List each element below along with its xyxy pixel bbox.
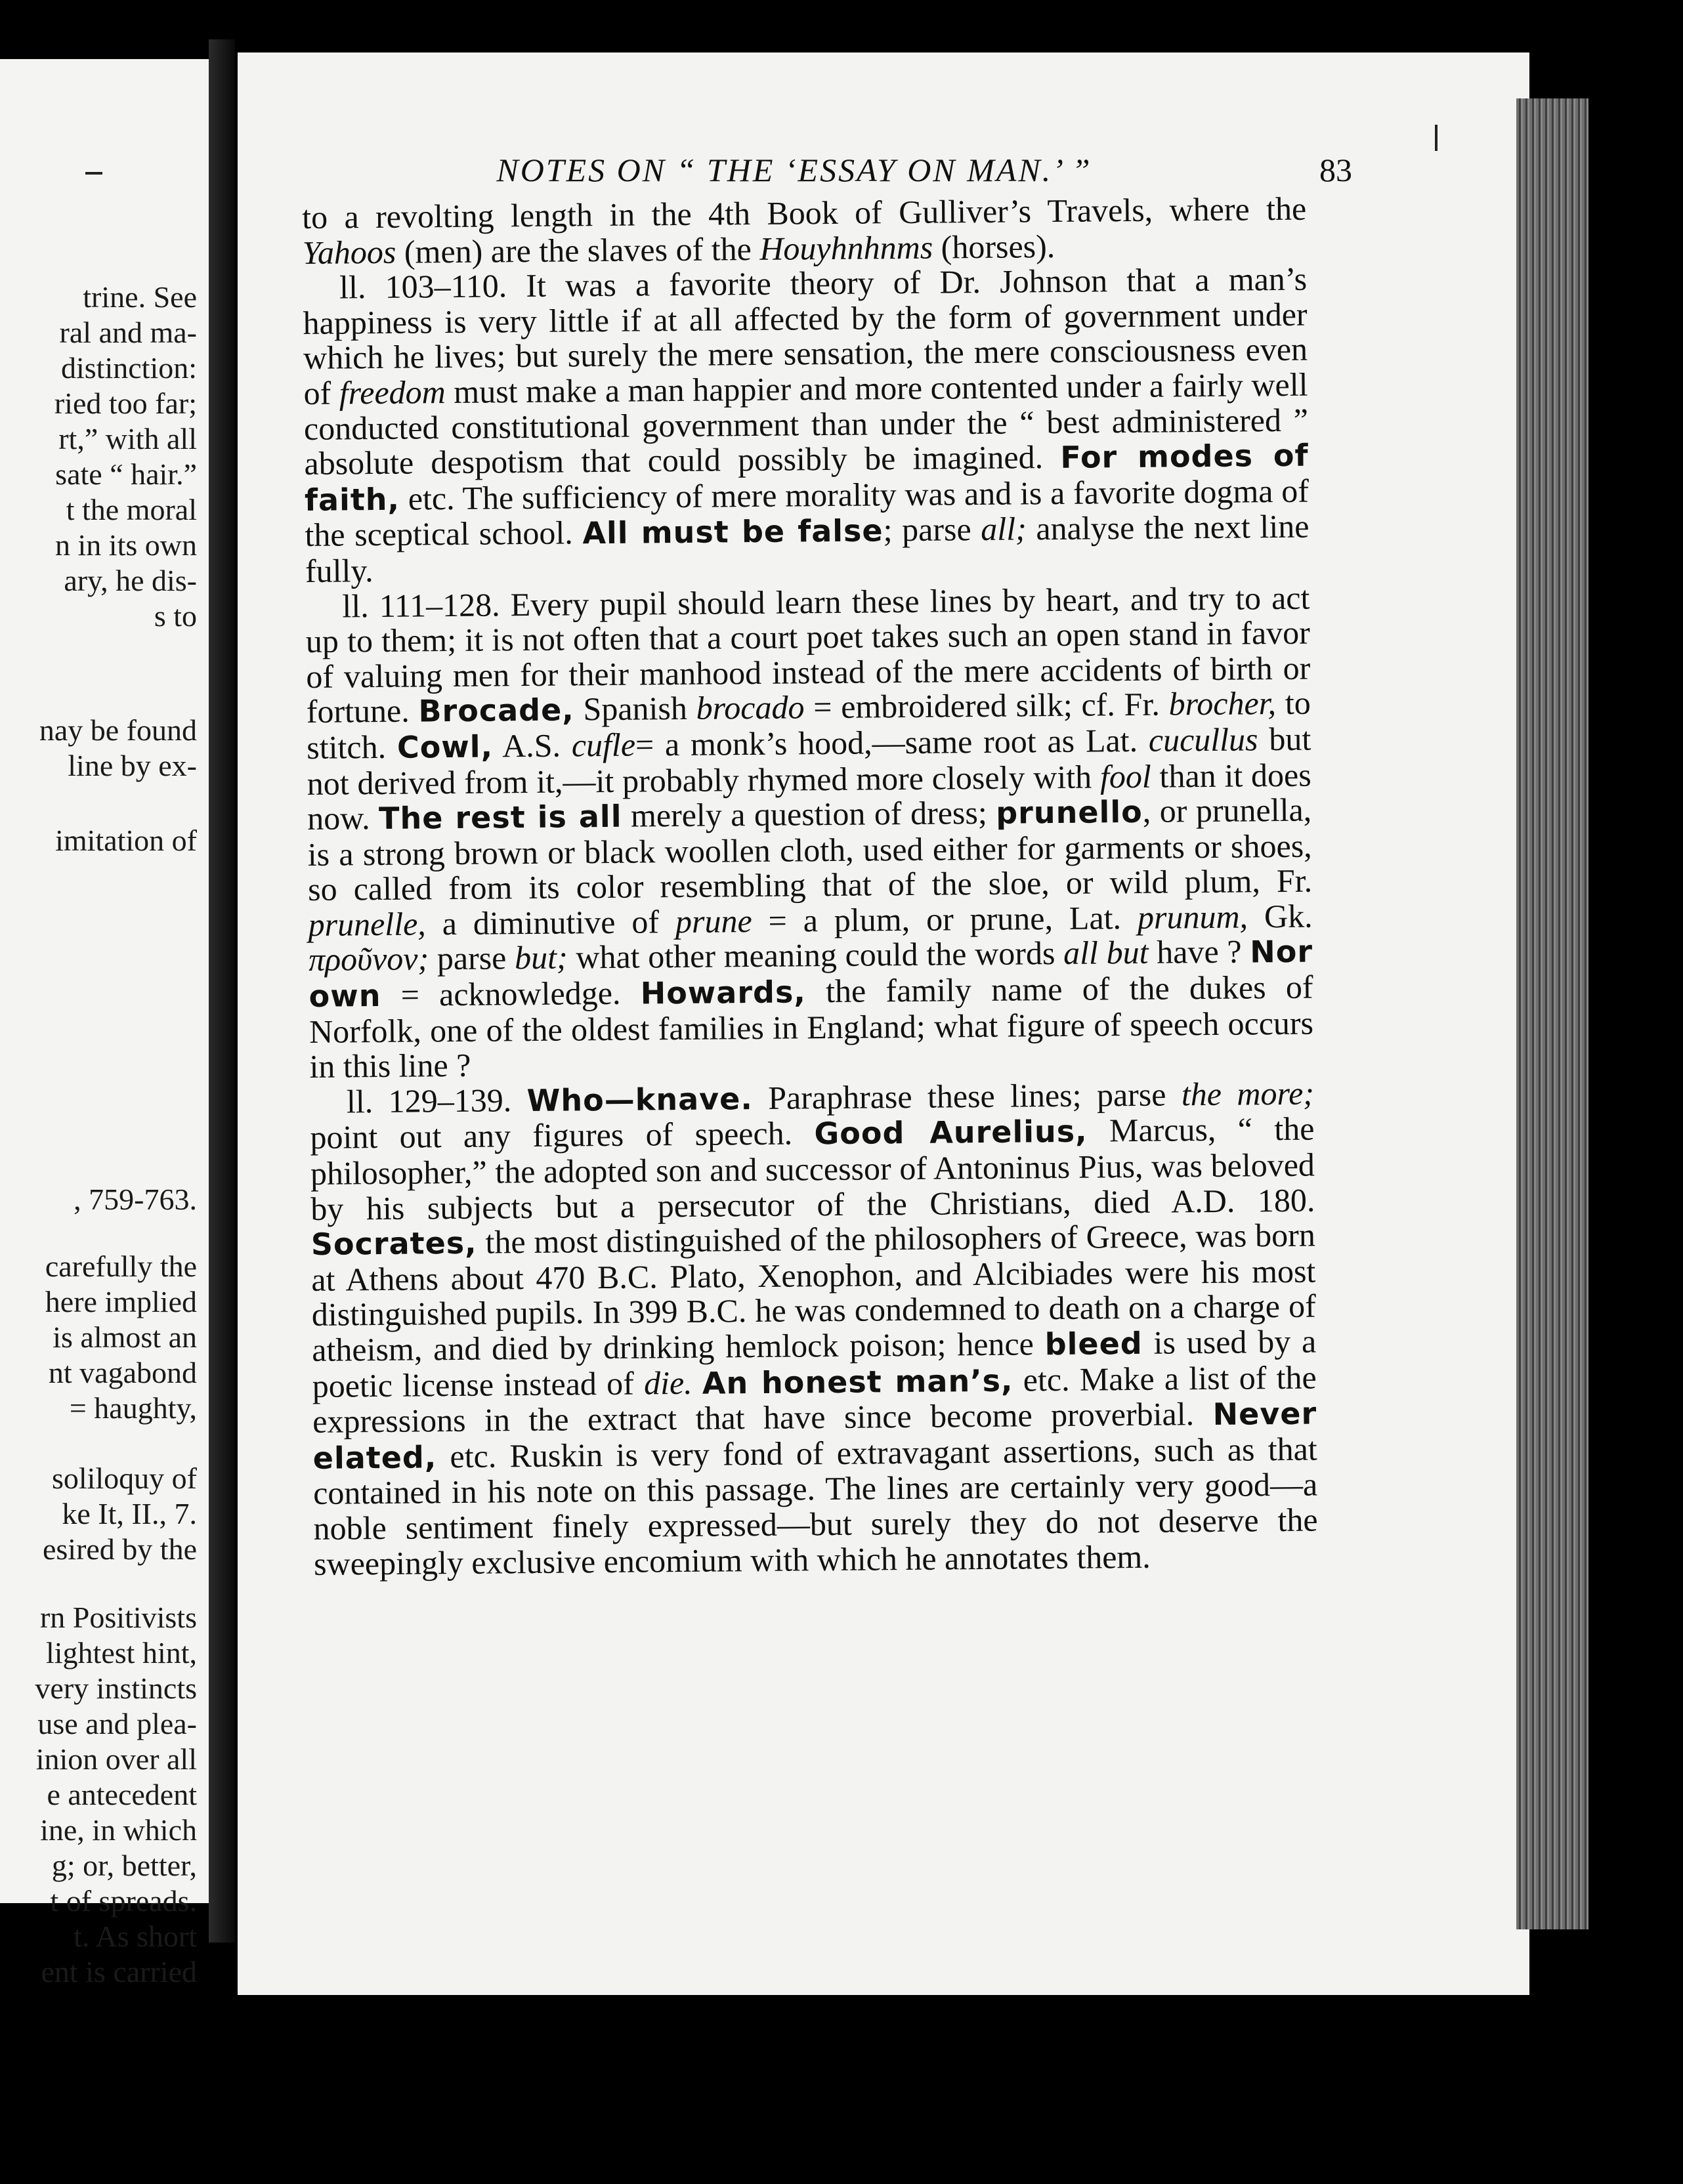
scan-mark (1435, 125, 1438, 151)
left-page-line: very instincts (35, 1671, 197, 1705)
text-run: A.S. (492, 726, 572, 765)
left-page-line: nt vagabond (48, 1356, 197, 1389)
bold-headword: Never elated, (312, 1395, 1317, 1476)
text-run: must make a man happier and more contented under a fairly well conducted constitutional government than under the “ best administered ” absolute despotism that could possibly be imagined. (303, 366, 1309, 482)
left-page-line: lightest hint, (46, 1636, 197, 1670)
bold-headword: For modes of faith, (304, 437, 1309, 518)
italic-term: brocado (696, 688, 805, 727)
left-page-line: ral and ma- (59, 316, 197, 349)
left-page-line: rn Positivists (39, 1601, 197, 1634)
italic-term: prunelle, (308, 905, 427, 943)
left-page-line: t the moral (66, 493, 197, 526)
italic-term: the more; (1181, 1074, 1315, 1113)
text-run: Gk. (1247, 897, 1313, 935)
text-run: etc. Ruskin is very fond of extravagant assertions, such as that contained in his note on this passage. The lines are certainly very good—a noble sentiment finely expressed—but surely they do not deserve the sweepingly exclusive encomium with which he annotates them. (312, 1430, 1318, 1582)
text-run: point out any figures of speech. (310, 1114, 815, 1156)
left-page-line: trine. See (83, 280, 197, 314)
italic-term: cufle (571, 726, 636, 764)
italic-term: prune (675, 902, 752, 940)
left-page-line: distinction: (61, 351, 197, 385)
text-run: = a plum, or prune, Lat. (752, 898, 1138, 939)
text-run: the most distinguished of the philosophers of Greece, was born at Athens about 470 B.C. Plato, Xenophon, and Alcibiades were his most distinguished pupils. In 399 B.C. he was condemned to death on a charge of atheism, and died by drinking hemlock poison; hence (311, 1216, 1317, 1368)
italic-term: brocher, (1168, 684, 1277, 723)
left-page-line: is almost an (53, 1320, 197, 1354)
text-run: etc. Make a list of the expressions in the extract that have since become proverbial. (312, 1358, 1317, 1440)
text-run: , or prunella, is a strong brown or black woollen cloth, used either for garments or shoes, so called from its color resembling that of the sloe, or wild plum, Fr. (307, 791, 1313, 908)
text-run: what other meaning could the words (567, 934, 1064, 976)
left-page-line: = haughty, (69, 1391, 197, 1425)
italic-term: die. (643, 1364, 692, 1402)
text-run: but not derived from it,—it probably rhymed more closely with (307, 720, 1311, 802)
notes-body (302, 192, 1318, 1582)
italic-term: freedom (339, 373, 446, 411)
text-run: a diminutive of (425, 902, 676, 942)
paragraph-129-139 (310, 1076, 1319, 1582)
left-page-line: t of spreads. (50, 1884, 197, 1918)
text-run: ll. 103–110. It was a favorite theory of Dr. Johnson that a man’s happiness is very little if at all affected by the form of government under which he lives; but surely the mere sensation, the mere consciousness even of (303, 260, 1308, 411)
running-title: NOTES ON “ THE ‘ESSAY ON MAN.’ ” (496, 152, 1092, 188)
background-edge (1588, 0, 1683, 2184)
paragraph-103-110 (303, 262, 1310, 589)
scan-mark (85, 172, 102, 175)
left-page-line: ine, in which (40, 1813, 197, 1847)
text-run: (horses). (932, 227, 1055, 266)
left-page-line: ke It, II., 7. (62, 1497, 197, 1530)
left-page-line: imitation of (55, 824, 197, 857)
book-gutter (209, 39, 235, 1942)
left-page-line: n in its own (55, 528, 197, 562)
bold-headword: Howards, (640, 974, 807, 1011)
bold-headword: All must be false (582, 513, 884, 551)
bold-headword: Good Aurelius, (814, 1114, 1088, 1152)
text-run: ; parse (883, 511, 981, 549)
bold-headword: An honest man’s, (702, 1362, 1013, 1401)
text-run: than it does now. (307, 756, 1311, 837)
left-page-line: inion over all (35, 1742, 197, 1776)
bold-headword: Nor own (309, 934, 1313, 1015)
left-page-line: s to (154, 599, 197, 633)
bold-headword: Cowl, (396, 728, 494, 765)
text-run: etc. The sufficiency of mere morality was and is a favorite dogma of the sceptical school. (305, 472, 1310, 554)
italic-term: all; (981, 510, 1027, 548)
text-run (692, 1364, 702, 1400)
italic-term: fool (1099, 757, 1151, 795)
page-number: 83 (1319, 152, 1352, 188)
italic-term: all but (1063, 934, 1149, 972)
italic-term: Yahoos (302, 233, 396, 271)
text-run: (men) are the slaves of the (396, 230, 760, 270)
italic-term: Houyhnhnms (759, 228, 933, 267)
bold-headword: Socrates, (310, 1225, 477, 1263)
left-page-line: use and plea- (37, 1707, 197, 1740)
bold-headword: Brocade, (418, 692, 574, 729)
left-page-line: g; or, better, (51, 1849, 197, 1882)
text-run: to stitch. (307, 684, 1311, 766)
text-run: have ? (1148, 933, 1250, 971)
left-page (0, 59, 209, 1988)
bold-headword: prunello (996, 793, 1143, 831)
text-run: = acknowledge. (381, 974, 641, 1014)
text-run: ll. 111–128. Every pupil should learn these lines by heart, and try to act up to them; it is not often that a court poet takes such an open stand in favor of valuing men for their manhood instead of the mere accidents of birth or fortune. (305, 579, 1311, 730)
text-run: analyse the next line fully. (305, 507, 1310, 589)
italic-term: cucullus (1148, 721, 1258, 759)
left-page-line: nay be found (39, 713, 197, 747)
text-run: Marcus, “ the philosopher,” the adopted son and successor of Antoninus Pius, was beloved by his subjects but a persecutor of the Christians, died A.D. 180. (310, 1110, 1315, 1227)
text-run: to a revolting length in the 4th Book of Gulliver’s Travels, where the (301, 190, 1307, 236)
left-page-line: here implied (45, 1285, 197, 1318)
italic-term: but; (514, 938, 568, 976)
bold-headword: The rest is all (378, 798, 622, 837)
text-run: parse (428, 939, 515, 977)
text-run: is used by a poetic license instead of (312, 1322, 1317, 1404)
left-page-line: esired by the (42, 1532, 197, 1566)
italic-term: prunum, (1137, 898, 1248, 936)
text-run: = embroidered silk; cf. Fr. (804, 685, 1169, 726)
text-run: merely a question of dress; (622, 793, 996, 834)
text-run: Spanish (574, 690, 696, 728)
left-page-line: soliloquy of (51, 1461, 197, 1495)
left-page-line: ary, he dis- (64, 564, 197, 597)
bold-headword: bleed (1044, 1325, 1143, 1362)
left-page-line: ent is carried (41, 1955, 197, 1988)
paragraph-gulliver (302, 192, 1307, 271)
text-run: Paraphrase these lines; parse (752, 1076, 1182, 1116)
left-page-line: ried too far; (54, 387, 197, 420)
bold-headword: Who—knave. (526, 1080, 754, 1118)
left-page-line: e antecedent (47, 1778, 197, 1811)
left-page-line: sate “ hair.” (55, 457, 197, 491)
text-run: ll. 129–139. (346, 1081, 527, 1120)
left-page-line: t. As short (74, 1920, 197, 1953)
text-run: the family name of the dukes of Norfolk, one of the oldest families in England; what figure of speech occurs in this line ? (309, 968, 1314, 1085)
left-page-line: , 759-763. (74, 1183, 197, 1216)
left-page-line: line by ex- (68, 749, 197, 782)
text-run: = a monk’s hood,—same root as Lat. (635, 721, 1149, 763)
page-edges (1516, 98, 1588, 1929)
left-page-line: rt,” with all (58, 422, 197, 455)
paragraph-111-128 (305, 580, 1314, 1085)
left-page-line: carefully the (45, 1250, 197, 1283)
italic-term: προῦνον; (308, 940, 429, 978)
